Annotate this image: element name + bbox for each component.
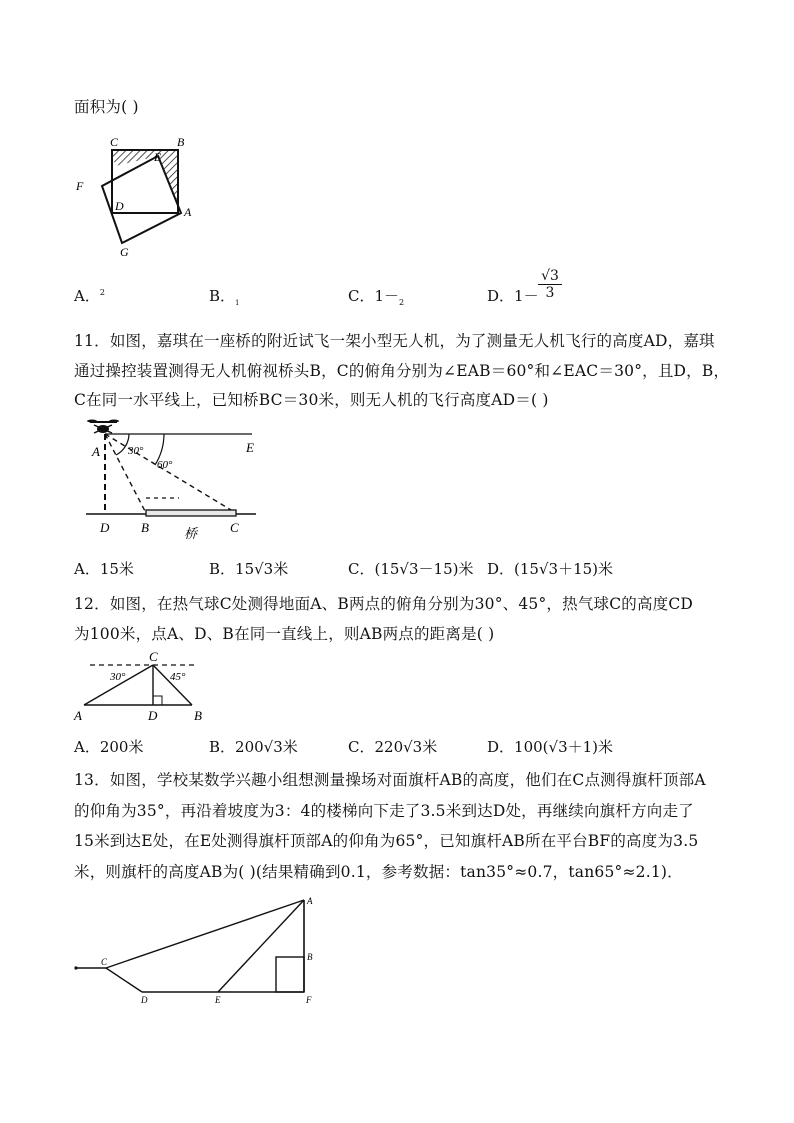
q10-label-D: D <box>115 199 124 213</box>
q13-line-3: 15米到达E处，在E处测得旗杆顶部A的仰角为65°，已知旗杆AB所在平台BF的高度为3.5 <box>74 832 699 850</box>
q13-label-A: A <box>307 896 313 906</box>
q11-figure <box>84 416 264 546</box>
q11-label-E: E <box>246 440 254 455</box>
fraction-denominator: 3 <box>545 285 555 301</box>
option-letter: D． <box>487 287 515 305</box>
q13-label-D: D <box>141 995 148 1005</box>
q10-option-c <box>348 285 404 307</box>
q13-label-F: F <box>306 995 312 1005</box>
q10-label-G: G <box>120 245 129 259</box>
option-letter: D． <box>487 738 515 756</box>
option-value: 1－ <box>514 287 539 305</box>
q10-label-F: F <box>76 179 84 193</box>
option-letter: C． <box>348 738 375 756</box>
q12-figure <box>70 648 210 726</box>
q10-stem-tail: 面积为( ) <box>74 98 139 116</box>
q13-line-2: 的仰角为35°，再沿着坡度为3：4的楼梯向下走了3.5米到达D处，再继续向旗杆方向走了 <box>74 802 694 820</box>
q11-option-c <box>348 558 473 579</box>
q11-label-B: B <box>141 520 149 535</box>
q12-option-c <box>348 736 437 757</box>
option-value: 1－ <box>374 287 400 305</box>
q12-option-a: A．200米 <box>74 738 144 756</box>
q11-label-A: A <box>92 444 100 459</box>
q10-option-a <box>74 285 105 306</box>
option-letter: D． <box>487 560 515 578</box>
q11-bridge-label: 桥 <box>184 526 198 541</box>
q11-line-3: C在同一水平线上，已知桥BC＝30米，则无人机的飞行高度AD＝( ) <box>74 391 549 409</box>
q10-figure <box>70 128 220 263</box>
q11-angle-60: 60° <box>157 459 173 471</box>
q10-option-d <box>487 285 539 306</box>
option-letter: B． <box>209 287 236 305</box>
option-letter: A． <box>74 287 100 305</box>
q10-option-d-fraction <box>538 268 562 301</box>
option-value: 15√3米 <box>235 560 289 578</box>
q13-label-C: C <box>101 957 108 967</box>
q12-line-2: 为100米，点A、D、B在同一直线上，则AB两点的距离是( ) <box>74 625 495 643</box>
q10-label-B: B <box>177 135 185 149</box>
q10-label-A: A <box>184 205 192 219</box>
q12-option-d <box>487 736 613 757</box>
q12-label-D: D <box>148 708 158 723</box>
option-sub: 2 <box>399 298 405 307</box>
q10-label-C: C <box>110 135 119 149</box>
q11-option-d <box>487 558 613 579</box>
q13-line-4: 米，则旗杆的高度AB为( )(结果精确到0.1，参考数据：tan35°≈0.7，tan65°≈2.1)． <box>74 863 683 881</box>
q11-line-1: 11．如图，嘉琪在一座桥的附近试飞一架小型无人机，为了测量无人机飞行的高度AD，嘉琪 <box>74 332 715 350</box>
option-value: 200√3米 <box>235 738 298 756</box>
q10-label-E: E <box>154 150 162 164</box>
q12-line-1: 12．如图，在热气球C处测得地面A、B两点的俯角分别为30°、45°，热气球C的高度CD <box>74 595 694 613</box>
q12-option-b <box>209 736 298 757</box>
option-letter: B． <box>209 738 236 756</box>
q10-option-b <box>209 285 240 307</box>
option-value: (15√3－15)米 <box>374 560 474 578</box>
q13-label-B: B <box>307 952 313 962</box>
q11-label-C: C <box>230 520 239 535</box>
option-letter: C． <box>348 560 375 578</box>
q12-label-C: C <box>149 649 158 664</box>
option-value: (15√3＋15)米 <box>514 560 614 578</box>
option-value: 100(√3＋1)米 <box>514 738 614 756</box>
option-value: 2 <box>99 288 105 297</box>
q12-label-B: B <box>194 708 202 723</box>
q12-angle-45: 45° <box>170 671 186 683</box>
q11-angle-30: 30° <box>128 445 144 457</box>
q11-option-a: A．15米 <box>74 560 134 578</box>
q11-label-D: D <box>100 520 110 535</box>
option-value: 1 <box>235 299 240 307</box>
option-value: 220√3米 <box>374 738 438 756</box>
option-letter: B． <box>209 560 236 578</box>
q13-label-E: E <box>215 995 221 1005</box>
q13-figure <box>70 890 330 1015</box>
q12-label-A: A <box>74 708 82 723</box>
q12-angle-30: 30° <box>110 671 126 683</box>
fraction-numerator: √3 <box>538 268 562 285</box>
q11-line-2: 通过操控装置测得无人机俯视桥头B，C的俯角分别为∠EAB＝60°和∠EAC＝30°，且D，B， <box>74 362 730 380</box>
q11-option-b <box>209 558 288 579</box>
q13-line-1: 13．如图，学校某数学兴趣小组想测量操场对面旗杆AB的高度，他们在C点测得旗杆顶部A <box>74 771 706 789</box>
drone-icon <box>87 420 119 434</box>
option-letter: C． <box>348 287 375 305</box>
